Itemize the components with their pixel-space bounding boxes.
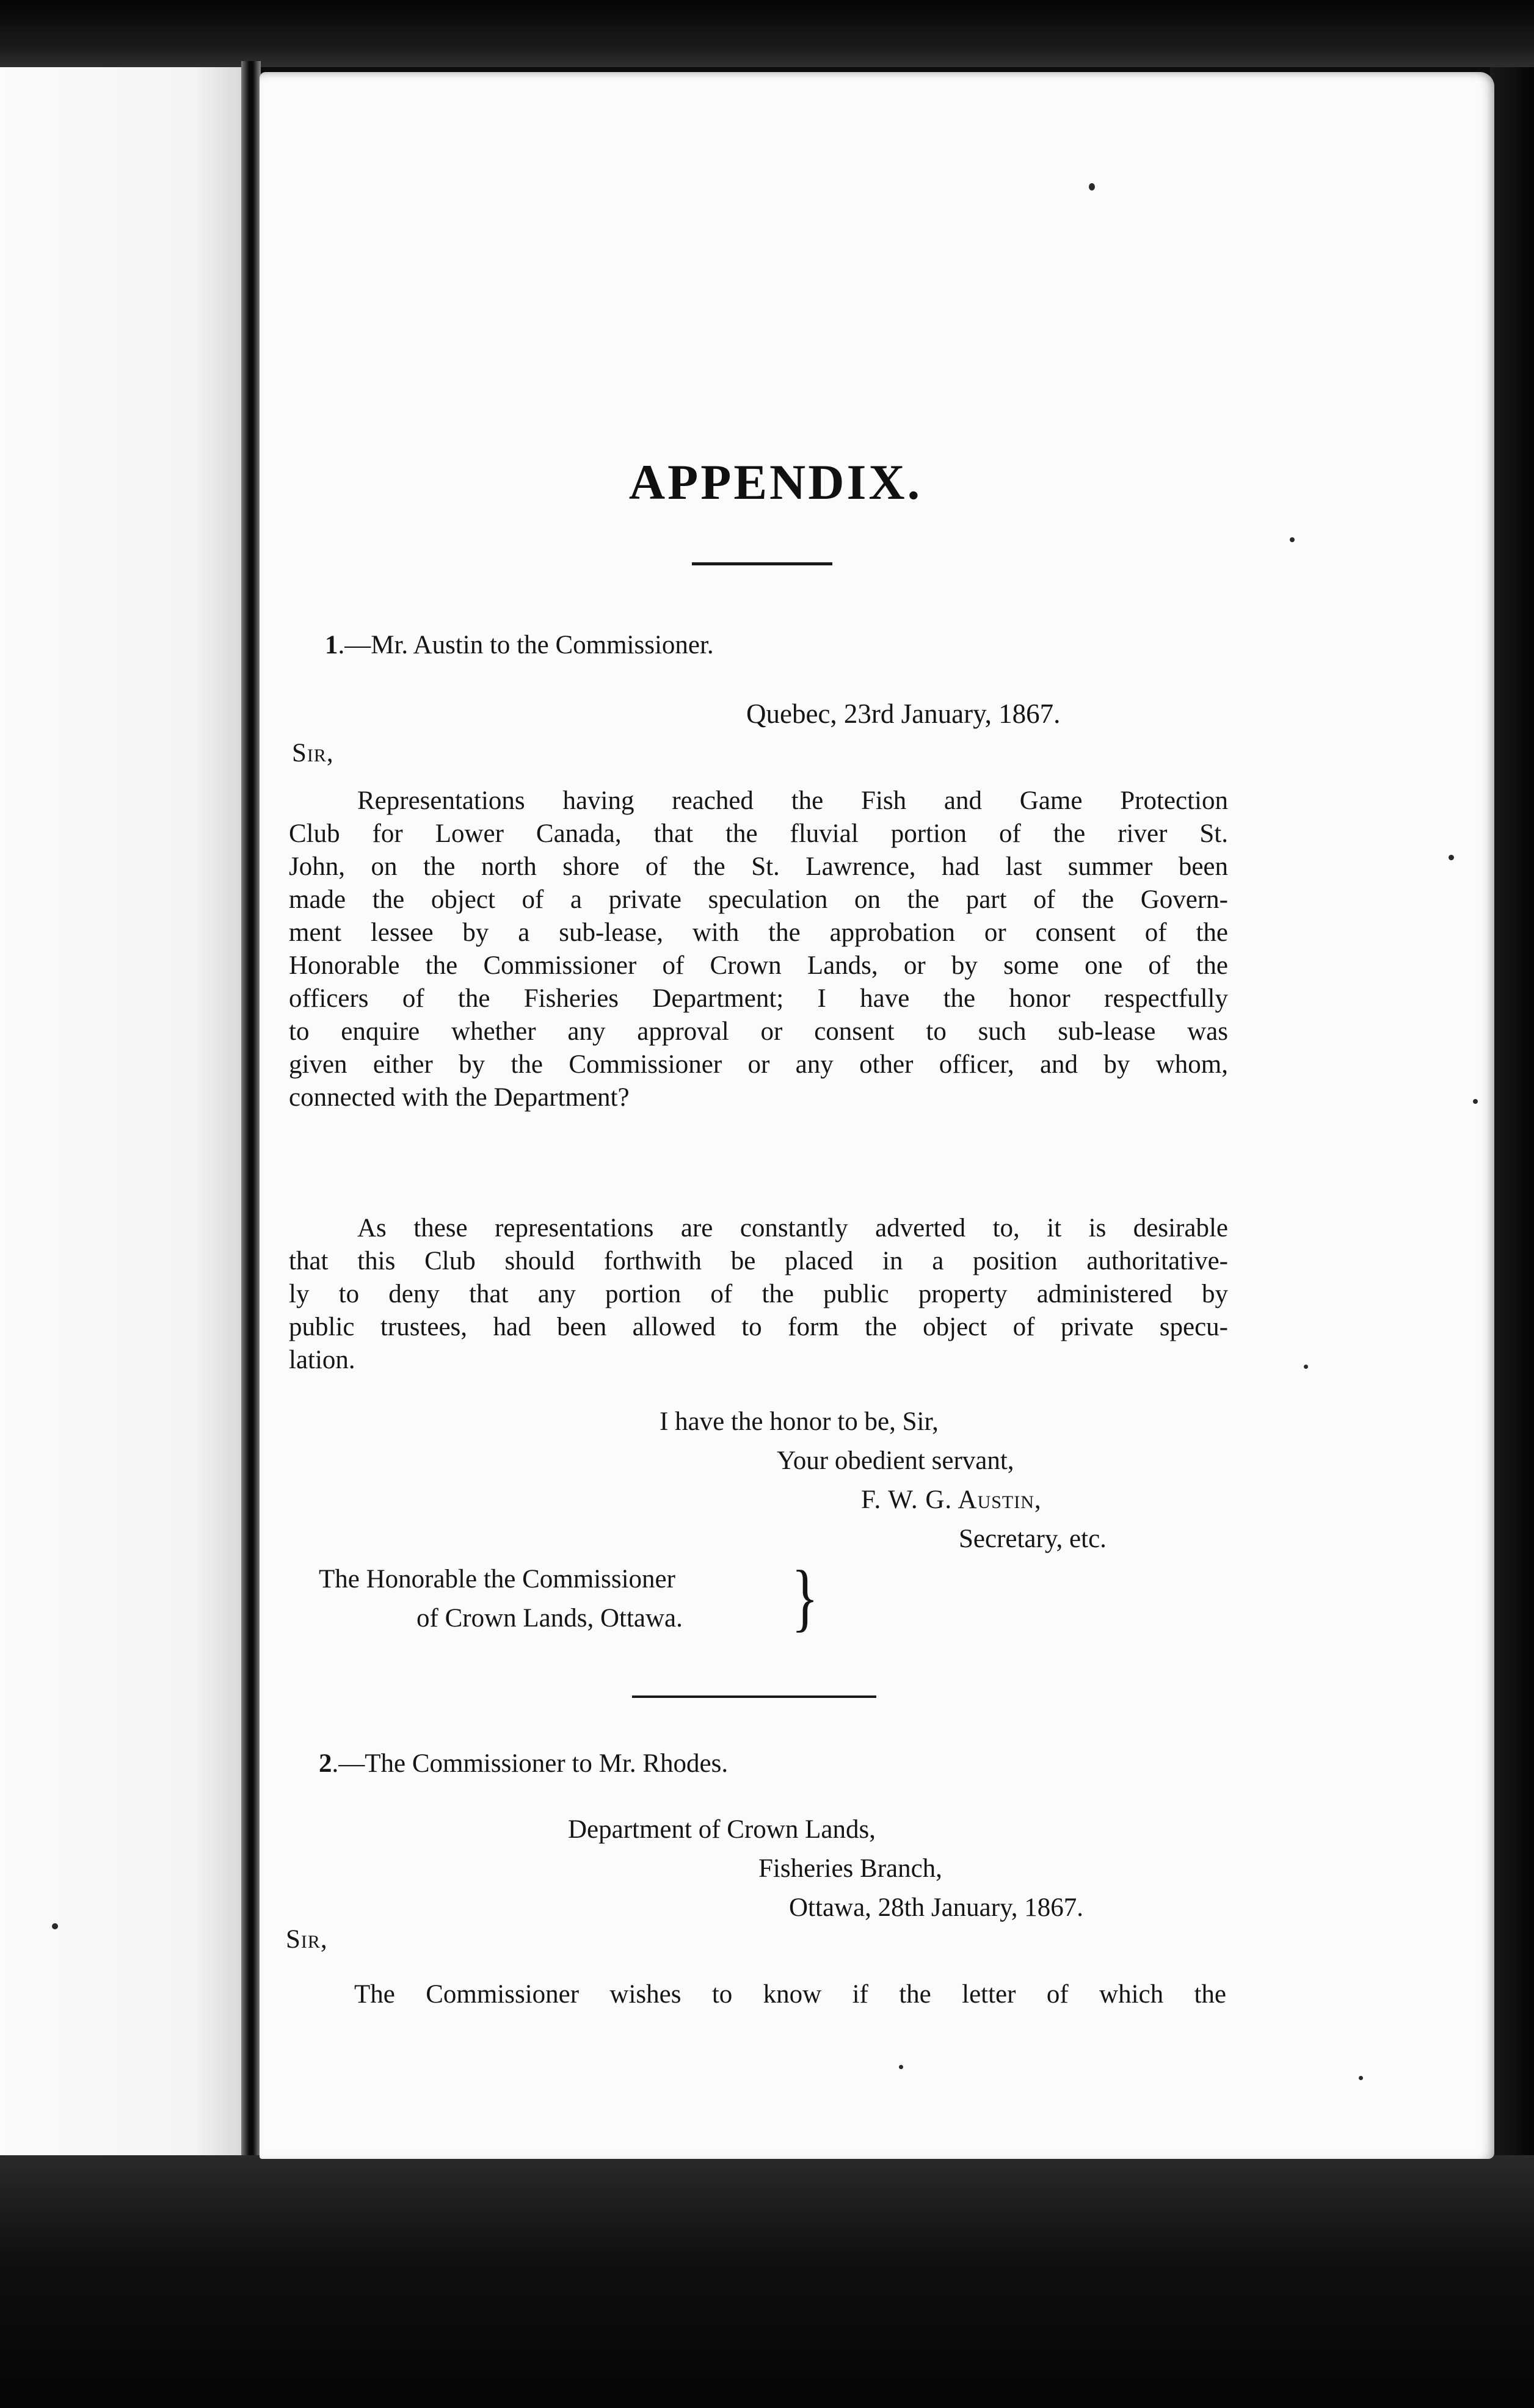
letter1-signature: F. W. G. Austin, <box>861 1485 1042 1514</box>
facing-page-edge <box>0 67 241 2192</box>
letter1-signature-title: Secretary, etc. <box>959 1525 1107 1553</box>
letter2-title-text: .—The Commissioner to Mr. Rhodes. <box>332 1749 729 1778</box>
scan-speck <box>52 1923 58 1929</box>
letter1-addressee-line1: The Honorable the Commissioner <box>319 1565 675 1594</box>
letter1-title-text: .—Mr. Austin to the Commissioner. <box>338 631 714 659</box>
addressee-brace: } <box>791 1554 819 1639</box>
scan-border-top <box>0 0 1534 67</box>
scan-speck <box>1449 855 1454 860</box>
scan-speck <box>899 2065 903 2069</box>
paragraph-line: to enquire whether any approval or consent to such sub-lease was <box>289 1017 1228 1046</box>
letter1-dateline: Quebec, 23rd January, 1867. <box>746 698 1061 729</box>
letter1-number: 1 <box>325 631 338 659</box>
letter2-salutation: Sir, <box>286 1925 328 1954</box>
letter1-closing: I have the honor to be, Sir, <box>660 1407 939 1436</box>
letter1-addressee-line2: of Crown Lands, Ottawa. <box>416 1604 683 1633</box>
scan-border-right <box>1490 67 1534 2167</box>
paragraph-line: connected with the Department? <box>289 1083 630 1112</box>
paragraph-line: ment lessee by a sub-lease, with the approbation or consent of the <box>289 918 1228 947</box>
scan-speck <box>1089 183 1095 190</box>
paragraph-line: officers of the Fisheries Department; I have the honor respectfully <box>289 984 1228 1013</box>
heading-rule <box>692 562 832 565</box>
letter1-title <box>325 629 714 662</box>
page-heading: APPENDIX. <box>628 454 923 510</box>
paragraph-line: Honorable the Commissioner of Crown Lands, or by some one of the <box>289 951 1228 980</box>
scan-speck <box>1359 2076 1363 2080</box>
letter2-number: 2 <box>319 1749 332 1778</box>
scan-speck <box>1304 1365 1308 1369</box>
paragraph-line: made the object of a private speculation on the part of the Govern- <box>289 885 1228 914</box>
letter2-address-line3: Ottawa, 28th January, 1867. <box>789 1893 1084 1922</box>
paragraph-line: As these representations are constantly adverted to, it is desirable <box>357 1214 1228 1242</box>
book-gutter <box>241 61 261 2198</box>
scan-speck <box>1290 537 1295 542</box>
paragraph-line: lation. <box>289 1346 355 1374</box>
document-page <box>260 72 1494 2159</box>
letter1-paragraph1 <box>289 785 1228 1114</box>
letter1-paragraph2 <box>289 1212 1228 1377</box>
letter2-address-line1: Department of Crown Lands, <box>568 1815 876 1844</box>
scan-speck <box>1473 1099 1478 1104</box>
paragraph-line: Club for Lower Canada, that the fluvial portion of the river St. <box>289 819 1228 848</box>
paragraph-line: given either by the Commissioner or any other officer, and by whom, <box>289 1050 1228 1079</box>
letter2-address-line2: Fisheries Branch, <box>758 1854 942 1883</box>
paragraph-line: that this Club should forthwith be placed in a position authoritative- <box>289 1247 1228 1275</box>
letter2-paragraph1 <box>286 1978 1226 2011</box>
paragraph-line: Representations having reached the Fish and Game Protection <box>357 786 1228 815</box>
paragraph-line: John, on the north shore of the St. Lawrence, had last summer been <box>289 852 1228 881</box>
letter2-title <box>319 1747 728 1780</box>
scan-border-bottom <box>0 2155 1534 2408</box>
paragraph-line: public trustees, had been allowed to form the object of private specu- <box>289 1313 1228 1341</box>
paragraph-line: ly to deny that any portion of the public property administered by <box>289 1280 1228 1308</box>
paragraph-line: The Commissioner wishes to know if the letter of which the <box>354 1980 1226 2009</box>
letter1-closing2: Your obedient servant, <box>777 1446 1014 1475</box>
section-divider <box>632 1695 876 1698</box>
letter1-salutation: Sir, <box>292 739 334 767</box>
